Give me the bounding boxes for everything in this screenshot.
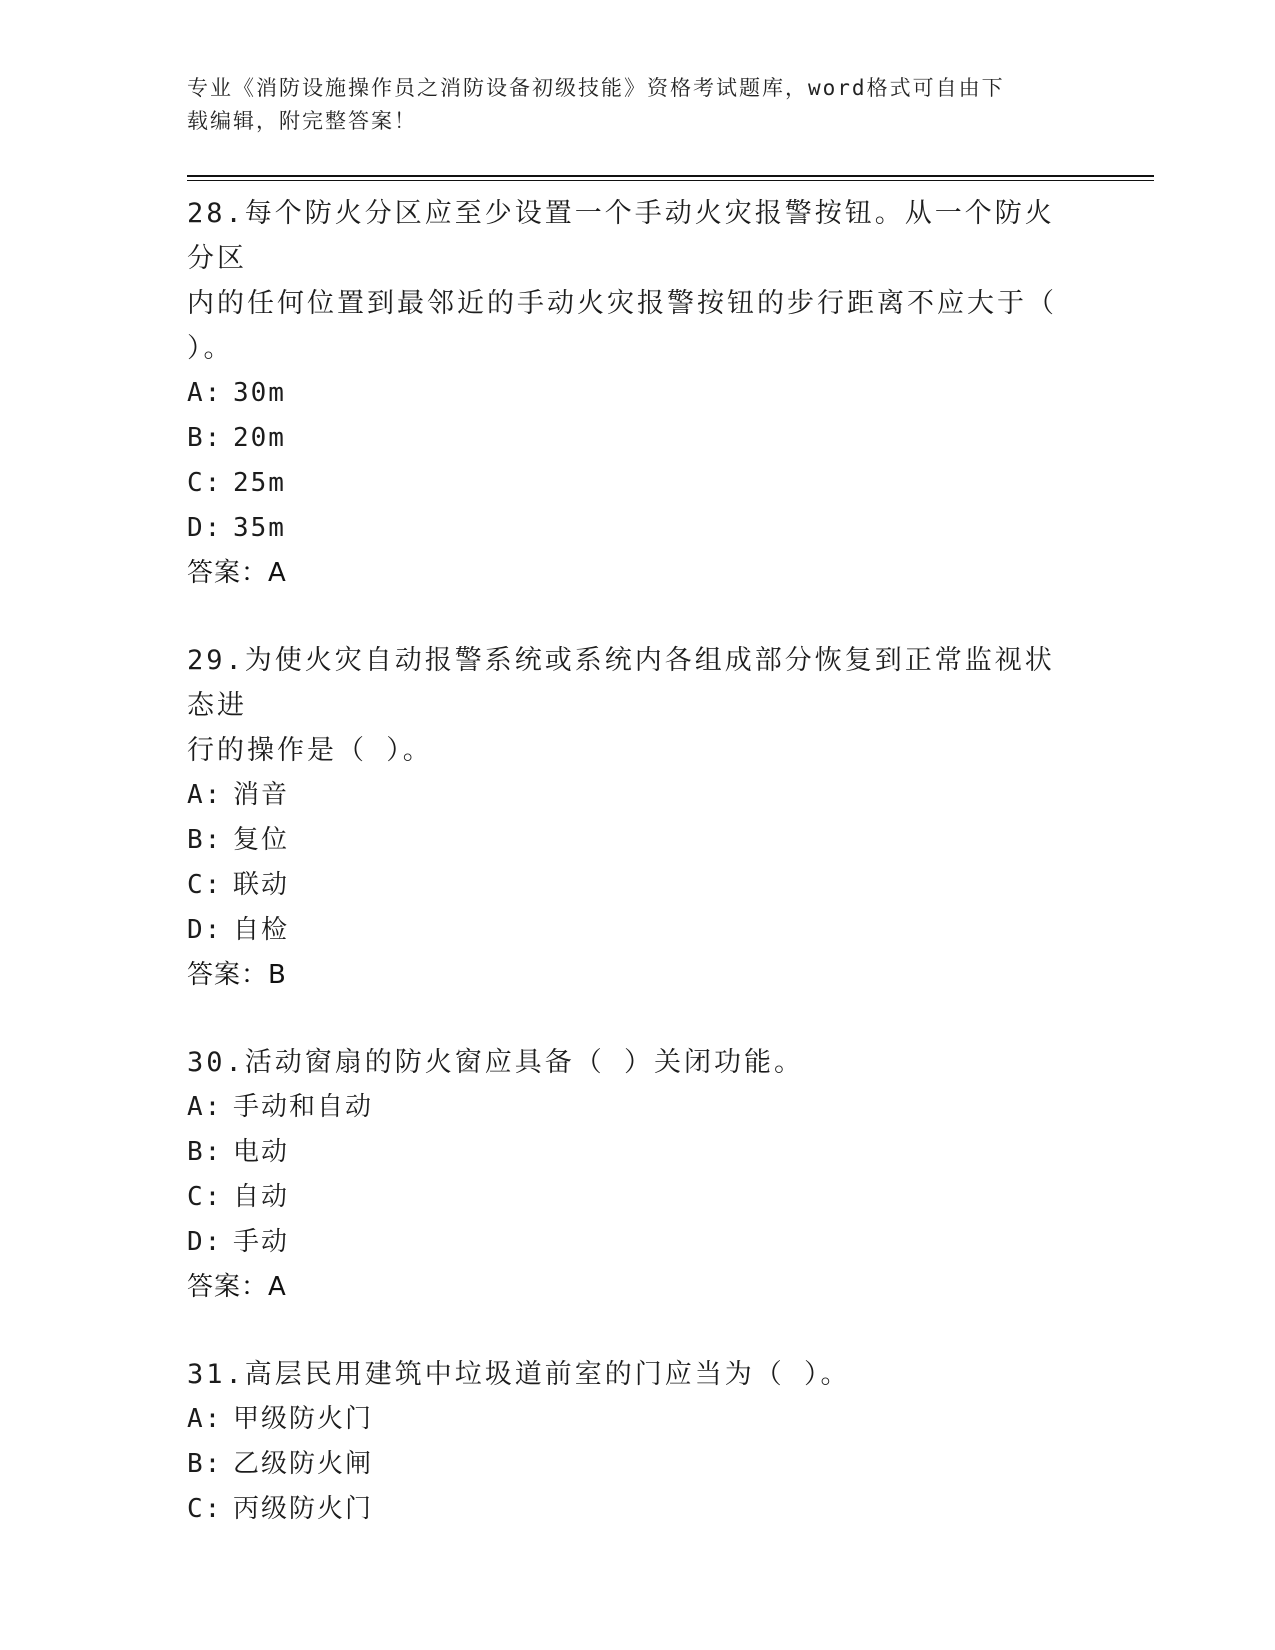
question-29 [187,638,1087,998]
answer-line: 答案：A [187,558,287,588]
answer-line: 答案：B [187,960,287,990]
option-b [187,818,1087,863]
option-letter: C: [187,1182,223,1212]
option-letter: A: [187,780,223,810]
option-letter: A: [187,1092,223,1122]
option-text: 甲级防火门 [233,1404,374,1434]
question-stem-line: 28.每个防火分区应至少设置一个手动火灾报警按钮。从一个防火分区 [187,198,1055,274]
option-text: 25m [233,468,286,498]
question-stem-line: 内的任何位置到最邻近的手动火灾报警按钮的步行距离不应大于（ [187,288,1057,319]
option-letter: D: [187,1227,223,1257]
option-d [187,506,1087,551]
option-letter: B: [187,1137,223,1167]
option-text: 复位 [233,825,290,855]
option-b [187,1130,1087,1175]
option-letter: C: [187,1494,223,1524]
question-stem-line: 31.高层民用建筑中垃圾道前室的门应当为（ ）。 [187,1359,851,1390]
answer-line: 答案：A [187,1272,287,1302]
option-d [187,1220,1087,1265]
option-letter: C: [187,870,223,900]
option-text: 丙级防火门 [233,1494,374,1524]
question-30 [187,1040,1087,1310]
option-text: 电动 [233,1137,290,1167]
question-28 [187,191,1087,596]
option-text: 自动 [233,1182,290,1212]
option-letter: A: [187,378,223,408]
option-letter: D: [187,513,223,543]
option-a [187,1397,1087,1442]
option-letter: A: [187,1404,223,1434]
header-divider-thick [187,175,1154,177]
question-stem-line: 行的操作是（ ）。 [187,735,433,766]
question-stem-line: ）。 [187,333,234,364]
option-text: 自检 [233,915,290,945]
option-c [187,461,1087,506]
option-a [187,1085,1087,1130]
header-line-1: 专业《消防设施操作员之消防设备初级技能》资格考试题库，word格式可自由下 [187,76,1005,100]
option-letter: B: [187,825,223,855]
option-b [187,416,1087,461]
option-text: 消音 [233,780,290,810]
option-letter: D: [187,915,223,945]
option-d [187,908,1087,953]
question-list [187,191,1087,1574]
option-text: 手动 [233,1227,290,1257]
option-b [187,1442,1087,1487]
option-letter: C: [187,468,223,498]
question-stem-line: 30.活动窗扇的防火窗应具备（ ）关闭功能。 [187,1047,805,1078]
header-divider-thin [187,180,1154,181]
option-text: 35m [233,513,286,543]
option-text: 30m [233,378,286,408]
option-c [187,1175,1087,1220]
question-stem-line: 29.为使火灾自动报警系统或系统内各组成部分恢复到正常监视状态进 [187,645,1055,721]
option-a [187,371,1087,416]
option-text: 手动和自动 [233,1092,374,1122]
option-c [187,1487,1087,1532]
header-line-2: 载编辑，附完整答案！ [187,109,417,133]
option-text: 20m [233,423,286,453]
document-header [187,72,1067,138]
option-text: 乙级防火闸 [233,1449,374,1479]
question-31 [187,1352,1087,1532]
option-a [187,773,1087,818]
option-text: 联动 [233,870,290,900]
option-letter: B: [187,1449,223,1479]
option-letter: B: [187,423,223,453]
option-c [187,863,1087,908]
